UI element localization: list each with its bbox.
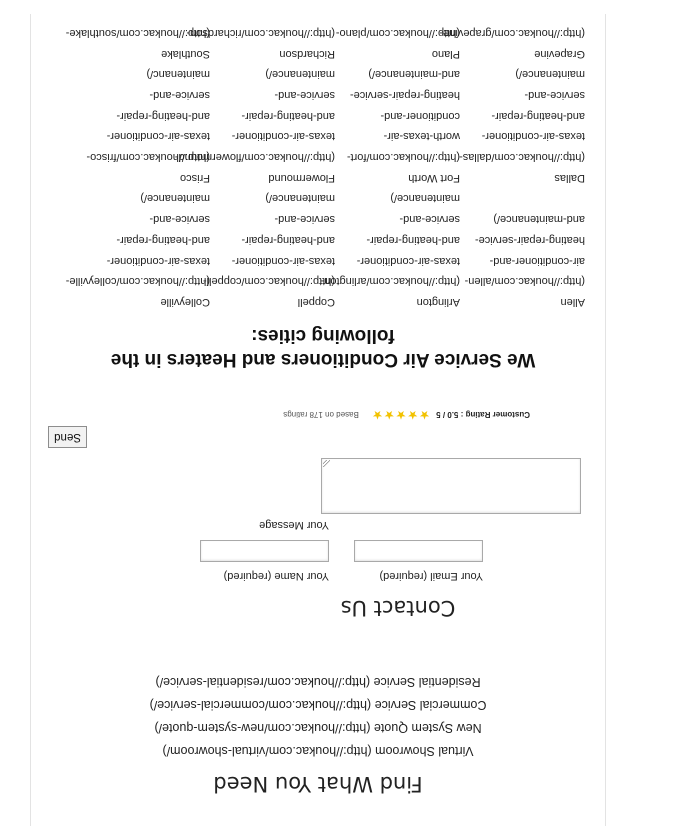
rating-label: Customer Rating : — [460, 410, 530, 419]
city-url-line[interactable]: and-heating-repair- — [116, 109, 210, 122]
customer-rating — [130, 408, 530, 422]
city-url-line[interactable]: worth-texas-air- — [383, 130, 460, 143]
message-label: Your Message — [259, 519, 329, 531]
city-url-line[interactable]: and-heating-repair- — [241, 109, 335, 122]
city-url-line[interactable]: maintenance/) — [265, 68, 335, 81]
city-item[interactable] — [335, 22, 460, 63]
city-url-line[interactable]: texas-air-conditioner- — [231, 130, 335, 143]
email-input[interactable] — [354, 540, 483, 562]
city-name[interactable]: Dallas — [554, 171, 585, 184]
city-item[interactable] — [320, 188, 460, 312]
city-url-line[interactable]: maintenance/) — [515, 68, 585, 81]
city-name[interactable]: Allen — [560, 296, 585, 308]
rating-out-of: / 5 — [436, 410, 446, 419]
find-section-links — [31, 670, 605, 762]
rating-score: 5.0 — [447, 410, 459, 419]
contact-title: Contact Us — [340, 596, 456, 620]
city-url-line[interactable]: service-and- — [524, 88, 585, 101]
city-url-line[interactable]: and-maintenance/) — [493, 213, 585, 226]
city-url-line[interactable]: (http://houkac.com/grapevine- — [439, 26, 585, 39]
name-input[interactable] — [200, 540, 329, 562]
city-url-line[interactable]: service-and- — [149, 213, 210, 226]
link-commercial-service[interactable]: Commercial Service (http://houkac.com/commercial-service/) — [149, 698, 487, 712]
city-url-line[interactable]: (http://houkac.com/coppell- — [202, 275, 335, 288]
city-url-line[interactable]: texas-air-conditioner- — [106, 130, 210, 143]
city-url-line[interactable]: and-heating-repair- — [241, 233, 335, 246]
city-url-line[interactable]: service-and- — [149, 88, 210, 101]
city-name[interactable]: Colleyville — [160, 296, 210, 308]
city-url-line[interactable]: texas-air-conditioner- — [106, 254, 210, 267]
city-url-line[interactable]: service-and- — [274, 213, 335, 226]
city-url-line[interactable]: maintenanc/) — [146, 68, 210, 81]
cities-title-text: We Service Air Conditioners and Heaters in the following cities: — [110, 325, 536, 370]
send-button[interactable]: Send — [48, 426, 87, 448]
city-name[interactable]: Flowermound — [268, 171, 335, 184]
city-url-line[interactable]: maintenance/) — [140, 192, 210, 205]
city-url-line[interactable]: (http://houkac.com/plano- — [335, 26, 460, 39]
city-name[interactable]: Fort Worth — [408, 171, 460, 184]
city-name[interactable]: Arlington — [416, 296, 460, 308]
city-name[interactable]: Frisco — [180, 171, 210, 184]
cities-section — [31, 16, 605, 326]
city-url-line[interactable]: texas-air-conditioner- — [481, 130, 585, 143]
link-new-system-quote[interactable]: New System Quote (http://houkac.com/new-system-quote/) — [154, 721, 482, 735]
city-item[interactable] — [460, 64, 585, 188]
city-url-line[interactable]: and-heating-repair- — [366, 233, 460, 246]
city-url-line[interactable]: air-conditioner-and- — [489, 254, 585, 267]
message-textarea[interactable] — [321, 458, 581, 514]
city-name[interactable]: Richardson — [279, 47, 335, 60]
city-item[interactable] — [335, 64, 460, 188]
city-url-line[interactable]: (http://houkac.com/fort- — [346, 151, 460, 164]
city-url-line[interactable]: maintenance/) — [265, 192, 335, 205]
city-item[interactable] — [65, 22, 210, 63]
city-url-line[interactable]: service-and- — [274, 88, 335, 101]
city-url-line[interactable]: and-maintenance/) — [368, 68, 460, 81]
city-url-line[interactable]: and-heating-repair- — [116, 233, 210, 246]
city-name[interactable]: Southlake — [161, 47, 210, 60]
city-url-line[interactable]: (http://houkac.com/colleyville- — [65, 275, 210, 288]
city-item[interactable] — [202, 188, 335, 312]
city-url-line[interactable]: conditioner-and- — [380, 109, 460, 122]
content-card — [30, 14, 606, 826]
city-name[interactable]: Grapevine — [534, 47, 585, 60]
name-label: Your Name (required) — [223, 570, 329, 582]
cities-grid — [45, 22, 585, 312]
resize-grip-icon[interactable] — [323, 460, 330, 467]
city-url-line[interactable]: and-heating-repair- — [491, 109, 585, 122]
city-url-line[interactable]: (http://houkac.com/dallas- — [459, 151, 585, 164]
city-url-line[interactable]: heating-repair-service- — [349, 88, 460, 101]
city-item[interactable] — [186, 22, 335, 63]
city-url-line[interactable]: service-and- — [399, 213, 460, 226]
city-url-line[interactable]: (http://houkac.com/richardson- — [186, 26, 335, 39]
city-url-line[interactable]: maintenance/) — [390, 192, 460, 205]
city-url-line[interactable]: (http://houkac.com/allen- — [464, 275, 585, 288]
city-url-line[interactable]: (http://houkac.com/southlake- — [65, 26, 210, 39]
link-virtual-showroom[interactable]: Virtual Showroom (http://houkac.com/virtual-showroom/) — [162, 744, 474, 758]
city-item[interactable] — [65, 188, 210, 312]
cities-title — [31, 323, 605, 371]
rating-based-on: Based on 178 ratings — [283, 410, 359, 419]
city-url-line[interactable]: (http://houkac.com/frisco- — [86, 151, 210, 164]
city-url-line[interactable]: (http://houkac.com/flowermound- — [174, 151, 335, 164]
city-url-line[interactable]: texas-air-conditioner- — [356, 254, 460, 267]
rating-stars-icon: ★★★★★ — [371, 408, 430, 422]
city-url-line[interactable]: heating-repair-service- — [474, 233, 585, 246]
city-name[interactable]: Plano — [431, 47, 460, 60]
find-section-title: Find What You Need — [213, 772, 423, 796]
email-label: Your Email (required) — [379, 570, 483, 582]
link-residential-service[interactable]: Residential Service (http://houkac.com/residential-service/) — [155, 675, 481, 689]
city-url-line[interactable]: (http://houkac.com/arlington- — [320, 275, 460, 288]
city-item[interactable] — [460, 188, 585, 312]
city-url-line[interactable]: texas-air-conditioner- — [231, 254, 335, 267]
city-item[interactable] — [85, 64, 210, 188]
city-name[interactable]: Coppell — [297, 296, 335, 308]
